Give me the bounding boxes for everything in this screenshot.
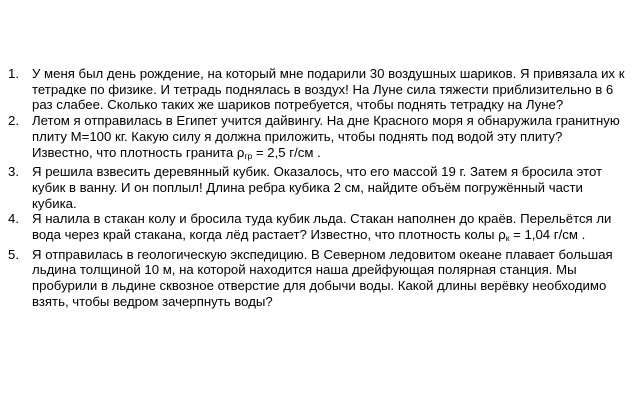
density-subscript: к <box>505 233 510 244</box>
problem-item <box>0 113 640 164</box>
problem-text <box>32 113 626 164</box>
problem-number: 5. <box>8 246 19 262</box>
problem-number: 1. <box>8 66 19 81</box>
problem-text-part: = 1,04 г/см . <box>509 227 586 243</box>
problem-item <box>0 66 640 113</box>
problem-item <box>0 247 640 310</box>
problem-item <box>0 164 640 211</box>
problem-list <box>0 66 640 310</box>
problem-number: 3. <box>8 164 19 180</box>
problem-text: У меня был день рождение, на который мне подарили 30 воздушных шариков. Я привязала их к тетрадке по физике. И тетрадь поднялась в воздух! На Луне сила тяжести приблизительно в 6 раз слабее. Сколько таких же шариков потребуется, чтобы поднять тетрадку на Луне? <box>32 66 625 113</box>
problem-text <box>32 211 626 246</box>
problem-number: 4. <box>8 211 19 227</box>
problem-text: Я решила взвесить деревянный кубик. Оказалось, что его массой 19 г. Затем я бросила этот кубик в ванну. И он поплыл! Длина ребра кубика 2 см, найдите объём погружённый части кубика. <box>32 164 603 211</box>
problem-text-part: Я налила в стакан колу и бросила туда кубик льда. Стакан наполнен до краёв. Перельётся ли вода через край стакана, когда лёд растает? Известно, что плотность колы ρ <box>32 211 612 243</box>
problem-text: Я отправилась в геологическую экспедицию. В Северном ледовитом океане плавает большая льдина толщиной 10 м, на которой находится наша дрейфующая полярная станция. Мы пробурили в льдине сквозное отверстие для добычи воды. Какой длины верёвку необходимо взять, чтобы ведром зачерпнуть воды? <box>32 246 613 309</box>
problem-text-part: Летом я отправилась в Египет учится дайвингу. На дне Красного моря я обнаружила гранитную плиту M=100 кг. Какую силу я должна приложить, чтобы поднять под водой эту плиту? Известно, что плотность гранита ρ <box>32 113 620 160</box>
problem-text-part: = 2,5 г/см . <box>252 144 321 160</box>
problem-item <box>0 211 640 246</box>
density-subscript: гр <box>244 150 253 161</box>
problem-number: 2. <box>8 113 19 129</box>
